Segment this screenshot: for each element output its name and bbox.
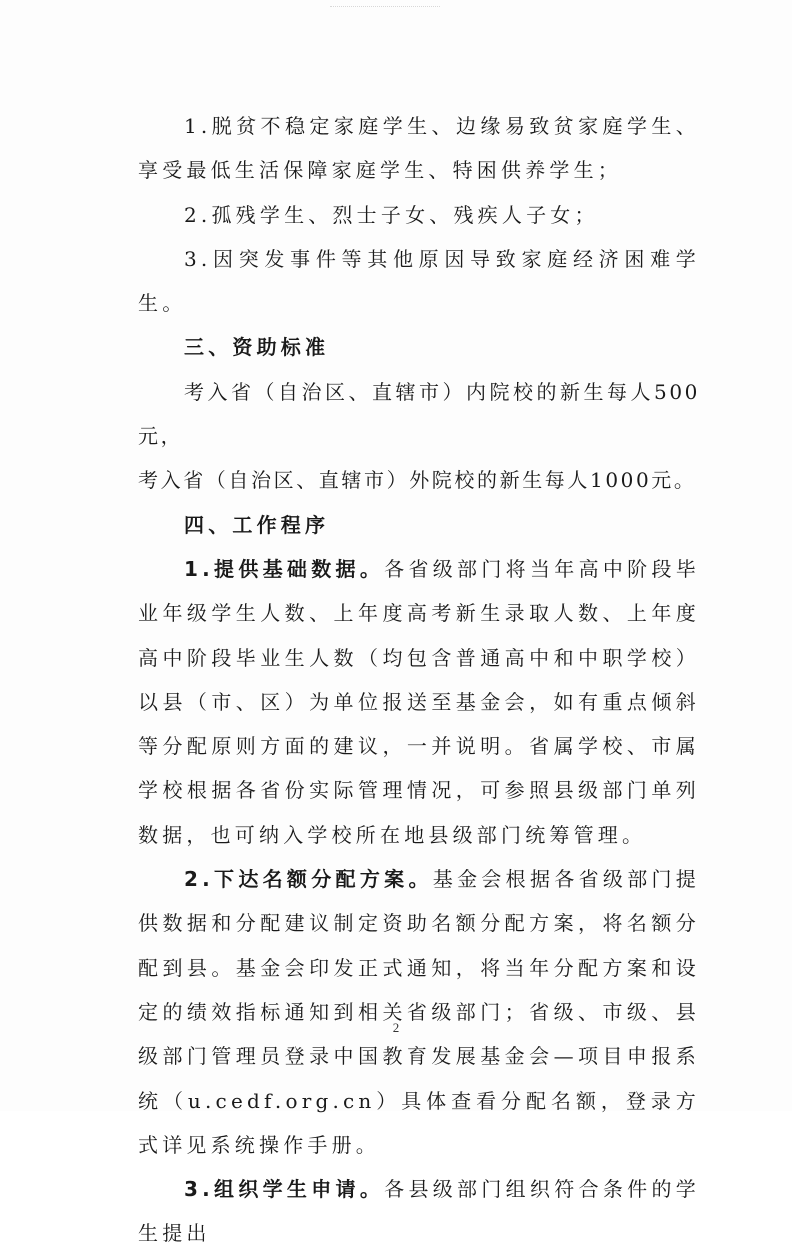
criteria-item-3: 3.因突发事件等其他原因导致家庭经济困难学生。 <box>138 246 700 316</box>
funding-standard-out-province: 考入省（自治区、直辖市）外院校的新生每人1000元。 <box>138 468 697 493</box>
section-heading-work-procedure: 四、工作程序 <box>184 512 330 537</box>
section-heading-funding-standard: 三、资助标准 <box>184 335 330 360</box>
procedure-item-1 <box>138 547 700 857</box>
procedure-item-2-body: 基金会根据各省级部门提供数据和分配建议制定资助名额分配方案，将名额分配到县。基金会印发正式通知，将当年分配方案和设定的绩效指标通知到相关省级部门；省级、市级、县级部门管理员登录中国教育发展基金会—项目申报系统（u.cedf.org.cn）具体查看分配名额，登录方式详见系统操作手册。 <box>138 867 701 1157</box>
procedure-item-3-title: 3.组织学生申请。 <box>184 1177 385 1202</box>
procedure-item-3-body: 各县级部门组织符合条件的学生提出 <box>138 1177 700 1246</box>
procedure-item-2-title: 2.下达名额分配方案。 <box>184 867 433 892</box>
procedure-item-1-body: 各省级部门将当年高中阶段毕业年级学生人数、上年度高考新生录取人数、上年度高中阶段毕业生人数（均包含普通高中和中职学校）以县（市、区）为单位报送至基金会，如有重点倾斜等分配原则方面的建议，一并说明。省属学校、市属学校根据各省份实际管理情况，可参照县级部门单列数据，也可纳入学校所在地县级部门统筹管理。 <box>138 556 700 847</box>
procedure-item-1-title: 1.提供基础数据。 <box>184 556 385 581</box>
funding-standard-in-province: 考入省（自治区、直辖市）内院校的新生每人500元， <box>138 379 700 449</box>
page-number: 2 <box>392 1020 400 1035</box>
procedure-item-3 <box>138 1167 700 1256</box>
procedure-item-2 <box>138 857 700 1167</box>
document-body <box>138 104 700 1256</box>
criteria-item-2: 2.孤残学生、烈士子女、残疾人子女； <box>184 202 599 227</box>
scan-artifact <box>330 6 440 11</box>
criteria-item-1: 1.脱贫不稳定家庭学生、边缘易致贫家庭学生、享受最低生活保障家庭学生、特困供养学生； <box>138 114 700 183</box>
